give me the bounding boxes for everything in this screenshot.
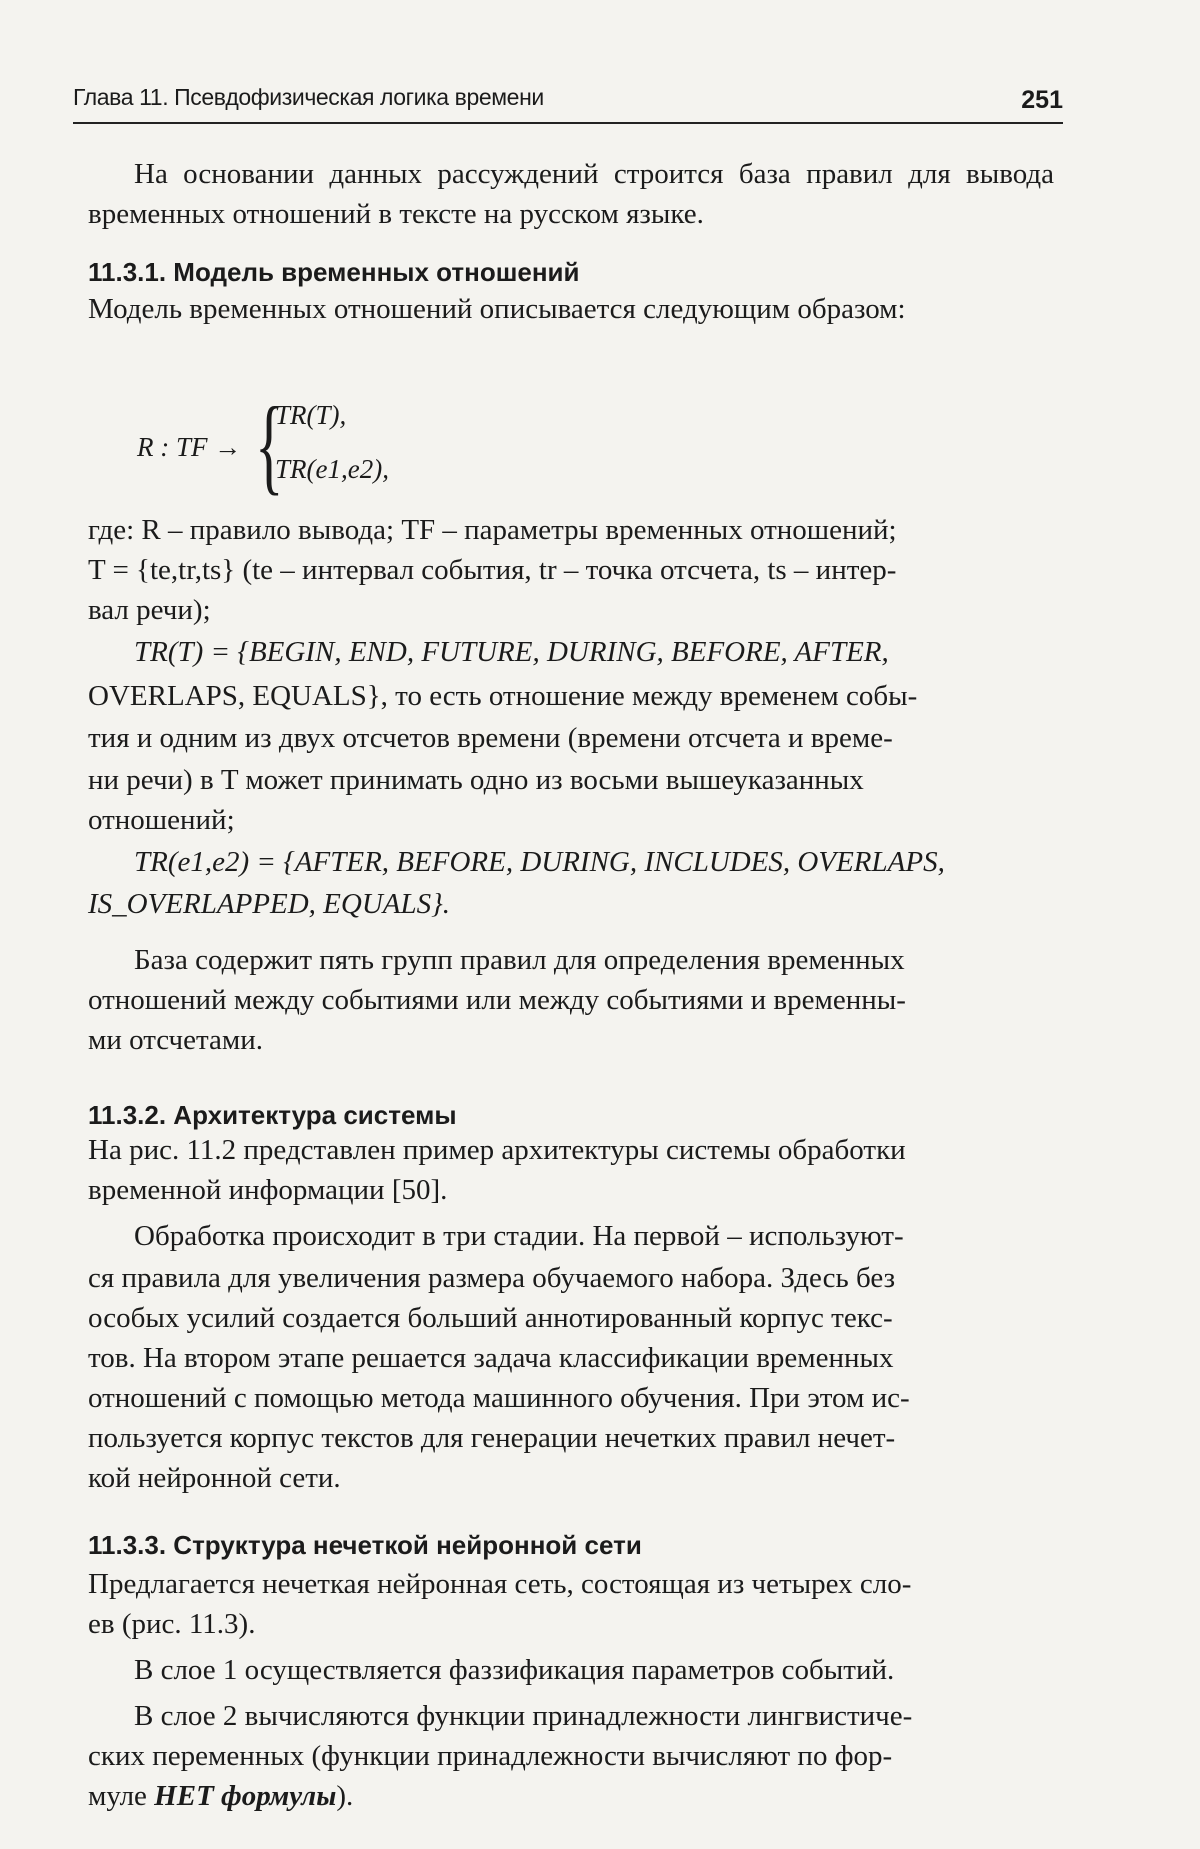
tr-t-line-4: ни речи) в T может принимать одно из восьми вышеуказанных — [88, 764, 864, 796]
where-line-1: где: R – правило вывода; TF – параметры временных отношений; — [88, 514, 897, 546]
base-line-1: База содержит пять групп правил для определения временных — [134, 944, 905, 976]
base-line-3: ми отсчетами. — [88, 1024, 264, 1056]
intro-paragraph — [88, 154, 1054, 234]
proc-line-6: пользуется корпус текстов для генерации нечетких правил нечет- — [88, 1422, 896, 1454]
section-heading-2: 11.3.2. Архитектура системы — [88, 1100, 457, 1130]
tr-t-line-3: тия и одним из двух отсчетов времени (времени отсчета и време- — [88, 722, 893, 754]
formula-brace: { — [255, 386, 284, 505]
layer2-line-1: В слое 2 вычисляются функции принадлежности лингвистиче- — [134, 1700, 913, 1732]
section-heading-1: 11.3.1. Модель временных отношений — [88, 257, 580, 287]
model-lead: Модель временных отношений описывается следующим образом: — [88, 293, 906, 325]
layer2-line-3-post: ). — [336, 1780, 354, 1812]
base-line-2: отношений между событиями или между событиями и временны- — [88, 984, 906, 1016]
proc-line-7: кой нейронной сети. — [88, 1462, 341, 1494]
formula-lhs: R : TF → — [137, 432, 242, 462]
page-number: 251 — [1021, 86, 1063, 114]
chapter-title: Глава 11. Псевдофизическая логика времени — [73, 84, 544, 110]
formula-line-2: TR(e1,e2), — [275, 454, 389, 484]
proc-line-1: Обработка происходит в три стадии. На первой – используют- — [134, 1220, 904, 1252]
tr-t-line-2: OVERLAPS, EQUALS}, то есть отношение между временем собы- — [88, 680, 918, 712]
tr-e-line-1: TR(e1,e2) = {AFTER, BEFORE, DURING, INCLUDES, OVERLAPS, — [134, 846, 945, 878]
nn-line-1: Предлагается нечеткая нейронная сеть, состоящая из четырех сло- — [88, 1568, 912, 1600]
proc-line-3: особых усилий создается больший аннотированный корпус текс- — [88, 1302, 893, 1334]
where-line-2: T = {te,tr,ts} (te – интервал события, tr – точка отсчета, ts – интер- — [88, 554, 897, 586]
layer2-line-3-pre: муле — [88, 1780, 147, 1812]
rule-formula — [137, 386, 457, 505]
arch-line-2: временной информации [50]. — [88, 1174, 448, 1206]
running-header — [73, 78, 1063, 124]
layer1-text: В слое 1 осуществляется фаззификация параметров событий. — [134, 1654, 895, 1686]
tr-t-line-1: TR(T) = {BEGIN, END, FUTURE, DURING, BEFORE, AFTER, — [134, 636, 889, 668]
proc-line-4: тов. На втором этапе решается задача классификации временных — [88, 1342, 894, 1374]
layer2-line-3 — [88, 1776, 1054, 1816]
layer2-line-2: ских переменных (функции принадлежности вычисляют по фор- — [88, 1740, 893, 1772]
formula-line-1: TR(T), — [275, 400, 347, 430]
where-line-3: вал речи); — [88, 594, 211, 626]
tr-e-line-2: IS_OVERLAPPED, EQUALS}. — [88, 888, 450, 920]
missing-formula-note: НЕТ формулы — [154, 1780, 337, 1812]
intro-text: На основании данных рассуждений строится база правил для вывода временных отношений в тексте на русском языке. — [88, 158, 1054, 230]
arch-line-1: На рис. 11.2 представлен пример архитектуры системы обработки — [88, 1134, 906, 1166]
nn-line-2: ев (рис. 11.3). — [88, 1608, 256, 1640]
tr-t-line-5: отношений; — [88, 804, 235, 836]
proc-line-5: отношений с помощью метода машинного обучения. При этом ис- — [88, 1382, 910, 1414]
section-heading-3: 11.3.3. Структура нечеткой нейронной сети — [88, 1530, 642, 1560]
proc-line-2: ся правила для увеличения размера обучаемого набора. Здесь без — [88, 1262, 896, 1294]
